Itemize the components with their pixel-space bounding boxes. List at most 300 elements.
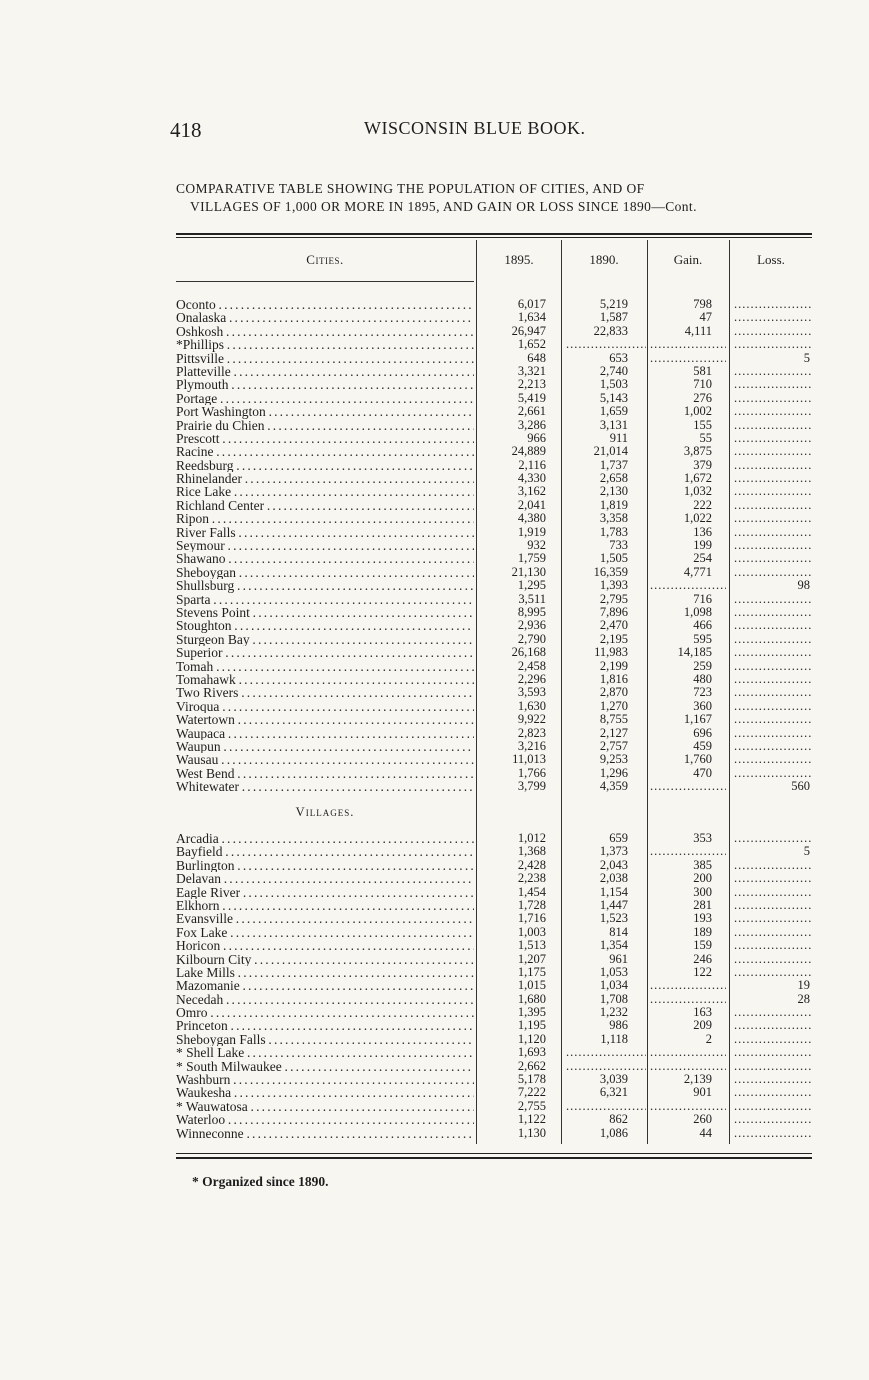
cell-y1895: 11,013 (512, 752, 546, 767)
place-name: Viroqua . . . (176, 700, 474, 713)
cell-y1890: 1,393 (599, 578, 628, 593)
place-name: Prescott . . . (176, 432, 474, 445)
leader-dots (734, 899, 812, 912)
cell-gain: 3,875 (683, 444, 712, 459)
leader-dots (734, 512, 812, 525)
place-name: Superior . . . (176, 646, 474, 659)
place-name: Rice Lake . . . (176, 485, 474, 498)
cell-y1895: 1,634 (517, 310, 546, 325)
top-rule-thin (176, 237, 812, 238)
cell-y1895: 2,755 (517, 1098, 546, 1113)
place-name: Sheboygan Falls . . . (176, 1033, 474, 1046)
cell-y1895: 1,122 (517, 1112, 546, 1127)
leader-dots (734, 325, 812, 338)
cell-gain: 1,098 (683, 604, 712, 619)
cell-gain: 163 (693, 1005, 712, 1020)
table-row (176, 646, 812, 659)
cell-gain: 798 (693, 297, 712, 311)
table-row (176, 1127, 812, 1140)
cell-y1895: 2,458 (517, 658, 546, 673)
leader-dots (734, 378, 812, 391)
cell-gain: 281 (693, 897, 712, 912)
cell-y1895: 1,207 (517, 951, 546, 966)
leader-dots (650, 1060, 726, 1073)
cell-gain: 155 (693, 417, 712, 432)
leader-dots (734, 1046, 812, 1059)
table-row (176, 953, 812, 966)
caption-line-2: VILLAGES OF 1,000 OR MORE IN 1895, AND GAIN OR LOSS SINCE 1890—Cont. (190, 199, 697, 214)
cell-gain: 259 (693, 658, 712, 673)
cell-y1890: 1,783 (599, 524, 628, 539)
leader-dots (566, 1046, 646, 1059)
table-row (176, 499, 812, 512)
leader-dots (734, 405, 812, 418)
cell-gain: 254 (693, 551, 712, 566)
table-row (176, 1086, 812, 1099)
cell-gain: 2 (705, 1031, 712, 1046)
cell-y1890: 5,219 (599, 297, 628, 311)
cell-y1895: 2,213 (517, 377, 546, 392)
cell-y1895: 3,593 (517, 685, 546, 700)
table-row (176, 926, 812, 939)
leader-dots (734, 566, 812, 579)
cell-gain: 47 (699, 310, 712, 325)
cell-y1890: 1,659 (599, 404, 628, 419)
table-row (176, 1046, 812, 1059)
cell-y1890: 2,757 (599, 738, 628, 753)
cell-gain: 2,139 (683, 1072, 712, 1087)
leader-dots (734, 700, 812, 713)
cell-gain: 466 (693, 618, 712, 633)
leader-dots (734, 485, 812, 498)
table-row (176, 832, 812, 845)
cell-y1895: 2,823 (517, 725, 546, 740)
cell-y1895: 1,693 (517, 1045, 546, 1060)
cell-loss: 28 (797, 991, 810, 1006)
place-name: Waupaca . . . (176, 727, 474, 740)
cell-y1895: 2,296 (517, 671, 546, 686)
cell-gain: 595 (693, 631, 712, 646)
leader-dots (734, 298, 812, 311)
cell-y1895: 2,662 (517, 1058, 546, 1073)
place-name: Tomahawk . . . (176, 673, 474, 686)
table-row (176, 566, 812, 579)
cell-y1890: 7,896 (599, 604, 628, 619)
cell-y1890: 8,755 (599, 712, 628, 727)
header-1890: 1890. (589, 252, 619, 267)
place-name: * South Milwaukee . . . (176, 1060, 474, 1073)
cell-y1895: 2,041 (517, 497, 546, 512)
cell-y1890: 2,199 (599, 658, 628, 673)
table-row (176, 660, 812, 673)
leader-dots (734, 539, 812, 552)
leader-dots (650, 352, 726, 365)
cell-y1890: 3,039 (599, 1072, 628, 1087)
cell-y1890: 2,043 (599, 857, 628, 872)
leader-dots (734, 552, 812, 565)
cell-y1895: 1,012 (517, 831, 546, 845)
table-row (176, 1006, 812, 1019)
leader-dots (734, 660, 812, 673)
cell-gain: 353 (693, 831, 712, 845)
cell-gain: 480 (693, 671, 712, 686)
cell-y1890: 653 (609, 350, 628, 365)
place-name: Sturgeon Bay . . . (176, 633, 474, 646)
leader-dots (734, 886, 812, 899)
cell-y1890: 862 (609, 1112, 628, 1127)
cell-y1895: 3,321 (517, 363, 546, 378)
place-name: Plymouth . . . (176, 378, 474, 391)
cell-y1890: 3,358 (599, 511, 628, 526)
place-name: Waupun . . . (176, 740, 474, 753)
place-name: Stoughton . . . (176, 619, 474, 632)
place-name: Arcadia . . . (176, 832, 474, 845)
table-row (176, 845, 812, 858)
cell-gain: 4,771 (683, 564, 712, 579)
cell-y1890: 814 (609, 924, 628, 939)
cell-y1895: 1,003 (517, 924, 546, 939)
leader-dots (734, 713, 812, 726)
leader-dots (734, 392, 812, 405)
cell-y1890: 1,034 (599, 978, 628, 993)
cell-gain: 260 (693, 1112, 712, 1127)
place-name: Sheboygan . . . (176, 566, 474, 579)
cell-gain: 1,167 (683, 712, 712, 727)
leader-dots (734, 432, 812, 445)
leader-dots (734, 459, 812, 472)
table-row (176, 633, 812, 646)
place-name: Prairie du Chien . . . (176, 419, 474, 432)
place-name: Portage . . . (176, 392, 474, 405)
table-row (176, 713, 812, 726)
leader-dots (734, 1100, 812, 1113)
table-row (176, 352, 812, 365)
cell-y1890: 2,740 (599, 363, 628, 378)
cell-y1895: 3,162 (517, 484, 546, 499)
cell-y1895: 3,799 (517, 779, 546, 794)
cell-y1890: 1,816 (599, 671, 628, 686)
place-name: Necedah . . . (176, 993, 474, 1006)
table-row (176, 1019, 812, 1032)
cell-y1890: 1,523 (599, 911, 628, 926)
cell-y1890: 1,086 (599, 1125, 628, 1140)
table-row (176, 579, 812, 592)
cell-y1890: 733 (609, 538, 628, 553)
cell-y1890: 1,737 (599, 457, 628, 472)
cell-y1895: 2,238 (517, 871, 546, 886)
leader-dots (734, 526, 812, 539)
cell-y1890: 1,118 (600, 1031, 628, 1046)
leader-dots (734, 953, 812, 966)
cell-y1895: 26,947 (511, 323, 546, 338)
leader-dots (650, 1046, 726, 1059)
table-row (176, 1033, 812, 1046)
leader-dots (566, 338, 646, 351)
cell-y1895: 5,419 (517, 390, 546, 405)
table-row (176, 912, 812, 925)
table-row (176, 459, 812, 472)
leader-dots (734, 872, 812, 885)
cell-y1895: 1,652 (517, 337, 546, 352)
cell-y1890: 1,708 (599, 991, 628, 1006)
leader-dots (734, 472, 812, 485)
cell-gain: 470 (693, 765, 712, 780)
place-name: Princeton . . . (176, 1019, 474, 1032)
leader-dots (650, 338, 726, 351)
cell-y1895: 1,015 (517, 978, 546, 993)
table-row (176, 593, 812, 606)
table-row (176, 1073, 812, 1086)
cell-y1895: 24,889 (511, 444, 546, 459)
table-row (176, 1060, 812, 1073)
page-number: 418 (170, 118, 202, 142)
place-name: River Falls . . . (176, 526, 474, 539)
leader-dots (734, 593, 812, 606)
cell-y1895: 8,995 (517, 604, 546, 619)
place-name: Platteville . . . (176, 365, 474, 378)
cell-y1890: 2,038 (599, 871, 628, 886)
leader-dots (734, 619, 812, 632)
table-row (176, 780, 812, 793)
cell-gain: 44 (699, 1125, 712, 1140)
cell-gain: 696 (693, 725, 712, 740)
table-row (176, 512, 812, 525)
cell-y1890: 22,833 (593, 323, 628, 338)
cell-loss: 98 (797, 578, 810, 593)
table-row (176, 325, 812, 338)
header-loss: Loss. (757, 252, 785, 267)
place-name: Oshkosh . . . (176, 325, 474, 338)
place-name: Racine . . . (176, 445, 474, 458)
cell-y1890: 2,870 (599, 685, 628, 700)
cell-y1895: 6,017 (517, 297, 546, 311)
table-row (176, 1100, 812, 1113)
table-row (176, 485, 812, 498)
place-name: Watertown . . . (176, 713, 474, 726)
cell-gain: 193 (693, 911, 712, 926)
cell-y1895: 5,178 (517, 1072, 546, 1087)
place-name: Delavan . . . (176, 872, 474, 885)
villages-table (176, 832, 812, 1140)
table-row (176, 1113, 812, 1126)
cell-y1895: 1,716 (517, 911, 546, 926)
cell-y1890: 1,354 (599, 938, 628, 953)
cell-gain: 710 (693, 377, 712, 392)
table-row (176, 872, 812, 885)
leader-dots (734, 1019, 812, 1032)
table-row (176, 552, 812, 565)
table-row (176, 899, 812, 912)
cell-gain: 901 (693, 1085, 712, 1100)
table-row (176, 993, 812, 1006)
leader-dots (734, 939, 812, 952)
cell-y1890: 659 (609, 831, 628, 845)
cell-y1890: 961 (609, 951, 628, 966)
leader-dots (734, 859, 812, 872)
leader-dots (734, 1086, 812, 1099)
header-gain: Gain. (673, 252, 703, 267)
place-name: Ripon . . . (176, 512, 474, 525)
cell-y1895: 1,120 (517, 1031, 546, 1046)
cell-y1895: 1,454 (517, 884, 546, 899)
cell-y1895: 1,368 (517, 844, 546, 859)
cell-y1890: 11,983 (594, 645, 628, 660)
table-row (176, 979, 812, 992)
cell-y1895: 26,168 (511, 645, 546, 660)
villages-heading: Villages. (295, 805, 355, 819)
leader-dots (734, 753, 812, 766)
place-name: Waukesha . . . (176, 1086, 474, 1099)
header-1895: 1895. (504, 252, 534, 267)
table-row (176, 419, 812, 432)
leader-dots (650, 979, 726, 992)
cell-y1890: 1,373 (599, 844, 628, 859)
cell-y1895: 648 (527, 350, 546, 365)
cell-y1890: 2,127 (599, 725, 628, 740)
cell-y1895: 21,130 (511, 564, 546, 579)
leader-dots (650, 993, 726, 1006)
table-row (176, 673, 812, 686)
place-name: Seymour . . . (176, 539, 474, 552)
cell-y1895: 2,790 (517, 631, 546, 646)
cell-y1895: 1,680 (517, 991, 546, 1006)
cell-y1890: 1,587 (599, 310, 628, 325)
leader-dots (734, 646, 812, 659)
cell-gain: 276 (693, 390, 712, 405)
cell-loss: 5 (803, 350, 810, 365)
cell-gain: 723 (693, 685, 712, 700)
leader-dots (650, 845, 726, 858)
place-name: *Phillips . . . (176, 338, 474, 351)
leader-dots (734, 686, 812, 699)
cell-loss: 19 (797, 978, 810, 993)
table-row (176, 727, 812, 740)
table-row (176, 338, 812, 351)
place-name: Eagle River . . . (176, 886, 474, 899)
cell-y1895: 1,513 (517, 938, 546, 953)
leader-dots (734, 912, 812, 925)
place-name: Richland Center . . . (176, 499, 474, 512)
cell-y1895: 1,630 (517, 698, 546, 713)
cell-y1890: 1,270 (599, 698, 628, 713)
place-name: Winneconne . . . (176, 1127, 474, 1140)
cell-gain: 459 (693, 738, 712, 753)
table-caption (176, 180, 812, 216)
cell-gain: 300 (693, 884, 712, 899)
cell-gain: 385 (693, 857, 712, 872)
cell-loss: 560 (791, 779, 810, 794)
cell-y1895: 4,330 (517, 471, 546, 486)
place-name: Tomah . . . (176, 660, 474, 673)
leader-dots (650, 579, 726, 592)
cell-y1895: 2,428 (517, 857, 546, 872)
table-row (176, 700, 812, 713)
cell-gain: 199 (693, 538, 712, 553)
place-name: Stevens Point . . . (176, 606, 474, 619)
place-name: Shawano . . . (176, 552, 474, 565)
place-name: Elkhorn . . . (176, 899, 474, 912)
leader-dots (734, 633, 812, 646)
cell-y1890: 6,321 (599, 1085, 628, 1100)
table-row (176, 606, 812, 619)
cell-y1890: 1,296 (599, 765, 628, 780)
cell-gain: 55 (699, 430, 712, 445)
table-row (176, 753, 812, 766)
table-row (176, 365, 812, 378)
leader-dots (566, 1060, 646, 1073)
cell-loss: 5 (803, 844, 810, 859)
place-name: Waterloo . . . (176, 1113, 474, 1126)
table-row (176, 539, 812, 552)
table-row (176, 432, 812, 445)
place-name: * Wauwatosa . . . (176, 1100, 474, 1113)
cell-y1895: 1,195 (517, 1018, 546, 1033)
table-row (176, 392, 812, 405)
table-row (176, 472, 812, 485)
place-name: * Shell Lake . . . (176, 1046, 474, 1059)
leader-dots (566, 1100, 646, 1113)
place-name: Oconto . . . (176, 298, 474, 311)
cell-y1895: 966 (527, 430, 546, 445)
place-name: Wausau . . . (176, 753, 474, 766)
leader-dots (734, 419, 812, 432)
table-row (176, 767, 812, 780)
place-name: Mazomanie . . . (176, 979, 474, 992)
cell-y1895: 2,661 (517, 404, 546, 419)
place-name: Two Rivers . . . (176, 686, 474, 699)
leader-dots (650, 1100, 726, 1113)
cell-y1890: 2,130 (599, 484, 628, 499)
cell-y1895: 2,116 (518, 457, 546, 472)
footnote: * Organized since 1890. (192, 1174, 329, 1189)
table-row (176, 405, 812, 418)
cell-gain: 246 (693, 951, 712, 966)
cell-gain: 360 (693, 698, 712, 713)
cell-y1895: 1,175 (517, 964, 546, 979)
cell-gain: 209 (693, 1018, 712, 1033)
cell-gain: 1,672 (683, 471, 712, 486)
place-name: Reedsburg . . . (176, 459, 474, 472)
table-row (176, 966, 812, 979)
place-name: Rhinelander . . . (176, 472, 474, 485)
place-name: Kilbourn City . . . (176, 953, 474, 966)
leader-dots (734, 445, 812, 458)
cell-y1895: 932 (527, 538, 546, 553)
cell-gain: 200 (693, 871, 712, 886)
cell-y1890: 9,253 (599, 752, 628, 767)
cell-gain: 1,002 (683, 404, 712, 419)
cell-y1890: 2,195 (599, 631, 628, 646)
leader-dots (734, 767, 812, 780)
leader-dots (734, 1006, 812, 1019)
leader-dots (734, 1033, 812, 1046)
leader-dots (734, 1060, 812, 1073)
cell-y1890: 2,470 (599, 618, 628, 633)
cell-y1890: 1,505 (599, 551, 628, 566)
table-row (176, 886, 812, 899)
bottom-rule (176, 1157, 812, 1159)
page-header (170, 118, 810, 142)
cell-gain: 222 (693, 497, 712, 512)
place-name: Burlington . . . (176, 859, 474, 872)
leader-dots (734, 365, 812, 378)
cell-gain: 122 (693, 964, 712, 979)
leader-dots (734, 311, 812, 324)
leader-dots (734, 606, 812, 619)
leader-dots (734, 1113, 812, 1126)
place-name: Shullsburg . . . (176, 579, 474, 592)
top-rule (176, 233, 812, 235)
